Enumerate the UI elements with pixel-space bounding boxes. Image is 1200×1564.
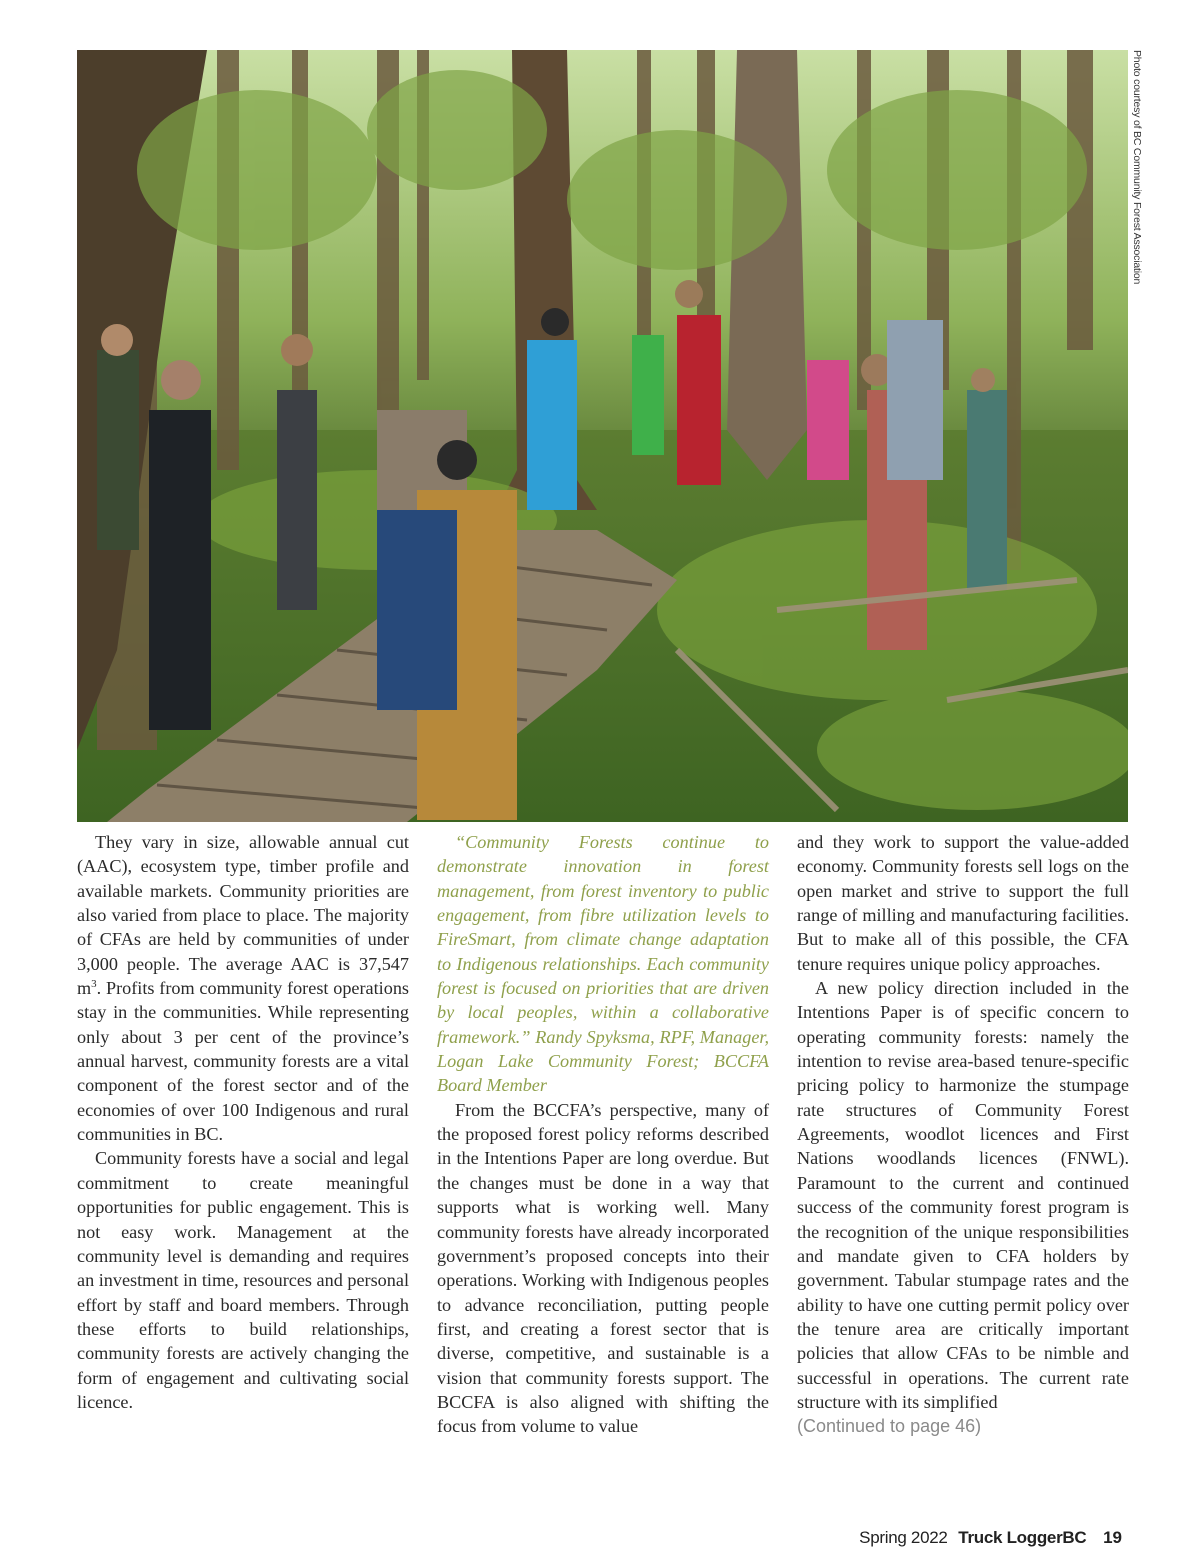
- pull-quote: “Community Forests continue to demonstrate innovation in forest management, from forest inventory to public engagement, from fibre utilization levels to FireSmart, from climate change adaptation to Indigenous relationships. Each community forest is focused on priorities that are driven by local peoples, within a collaborative framework.” Randy Spyksma, RPF, Manager, Logan Lake Community Forest; BCCFA Board Member: [437, 832, 769, 1096]
- column-3: [797, 830, 1129, 1439]
- page-number: 19: [1103, 1528, 1122, 1547]
- magazine-name: Truck LoggerBC: [958, 1528, 1087, 1547]
- column-1: [77, 830, 409, 1414]
- col1-paragraph-1: They vary in size, allowable annual cut (AAC), ecosystem type, timber profile and available markets. Community priorities are also varied from place to place. The majority of CFAs are held by communities of under 3,000 people. The average AAC is 37,547 $m^3$. Profits from community forest operations stay in the communities. While representing only about 3 per cent of the province’s annual harvest, community forests are a vital component of the forest sector and of the economies of over 100 Indigenous and rural communities in BC.: [77, 832, 409, 1145]
- issue-season: Spring 2022: [859, 1528, 948, 1547]
- col3-paragraph-1: A new policy direction included in the Intentions Paper is of specific concern to operating community forests: namely the intention to revise area-based tenure-specific pricing policy to harmonize the stumpage rate structures of Community Forest Agreements, woodlot licences and First Nations woodlands licences (FNWL). Paramount to the current and continued success of the community forest program is the recognition of the unique responsibilities and mandate given to CFA holders by government. Tabular stumpage rates and the ability to have one cutting permit policy over the tenure area are critically important policies that allow CFAs to be nimble and successful in operations. The current rate structure with its simplified: [797, 978, 1129, 1412]
- col2-paragraph-1: From the BCCFA’s perspective, many of the proposed forest policy reforms described in the Intentions Paper are long overdue. But the changes must be done in a way that supports what is working well. Many community forests have already incorporated government’s proposed concepts into their operations. Working with Indigenous peoples to advance reconciliation, putting people first, and creating a forest sector that is diverse, competitive, and sustainable is a vision that community forests support. The BCCFA is also aligned with shifting the focus from volume to value: [437, 1099, 769, 1437]
- continued-note: (Continued to page 46): [797, 1416, 982, 1437]
- col1-paragraph-2: Community forests have a social and legal commitment to create meaningful opportunities for public engagement. This is not easy work. Management at the community level is demanding and requires an investment in time, resources and personal effort by staff and board members. Through these efforts to build relationships, community forests are actively changing the form of engagement and cultivating social licence.: [77, 1148, 409, 1412]
- forest-group-photo: [77, 50, 1128, 822]
- col3-paragraph-0: and they work to support the value-added economy. Community forests sell logs on the open market and strive to support the full range of milling and manufacturing facilities. But to make all of this possible, the CFA tenure requires unique policy approaches.: [797, 832, 1129, 974]
- photo-credit: [1128, 50, 1150, 320]
- column-2: [437, 830, 769, 1439]
- forest-photo-illustration: [77, 50, 1128, 822]
- page-footer: [859, 1528, 1122, 1548]
- photo-credit-text: Photo courtesy of BC Community Forest Association: [1131, 50, 1143, 285]
